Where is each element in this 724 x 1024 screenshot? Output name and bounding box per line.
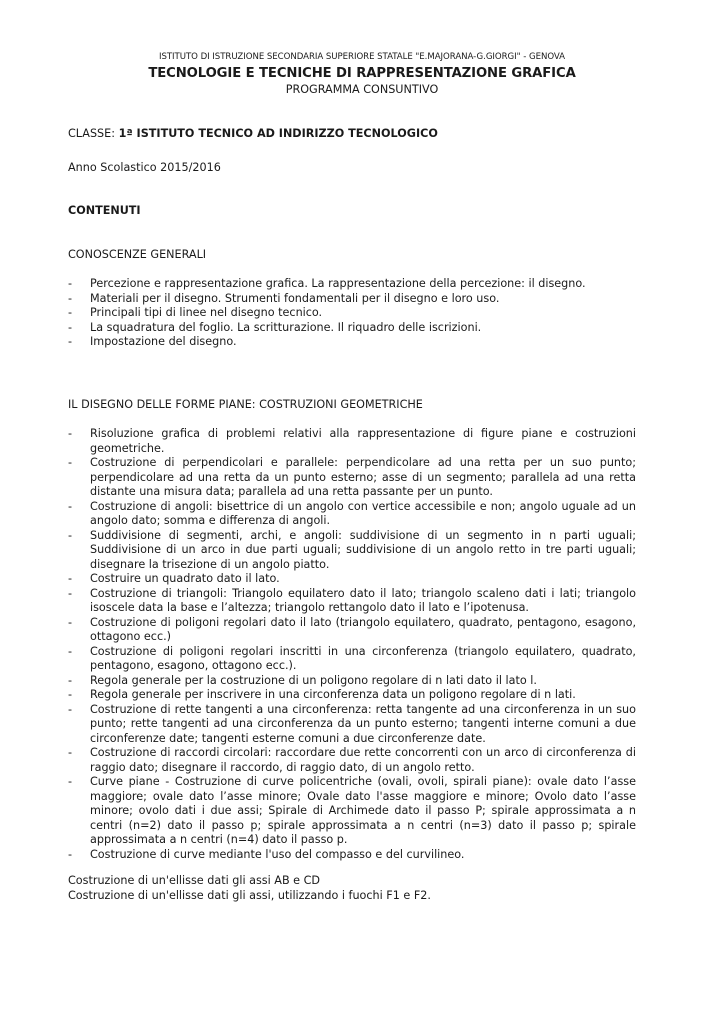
classe-line — [68, 127, 438, 140]
list-item: - Regola generale per la costruzione di un poligono regolare di n lati dato il lato l. — [68, 673, 537, 687]
subject-title: TECNOLOGIE E TECNICHE DI RAPPRESENTAZIONE GRAFICA — [148, 66, 576, 81]
ellisse-line-2: Costruzione di un'ellisse dati gli assi, utilizzando i fuochi F1 e F2. — [68, 889, 431, 902]
list-item: - Costruzione di triangoli: Triangolo equilatero dato il lato; triangolo scaleno dati i lati; triangolo isoscele data la base e l’altezza; triangolo rettangolo dato il lato e l’ipotenusa. — [68, 586, 636, 614]
classe-label: CLASSE: — [68, 127, 115, 140]
program-title: PROGRAMMA CONSUNTIVO — [285, 83, 439, 96]
contenuti-heading: CONTENUTI — [68, 204, 141, 217]
list-item: - Impostazione del disegno. — [68, 335, 237, 348]
list-item: - Suddivisione di segmenti, archi, e angoli: suddivisione di un segmento in n parti uguali; Suddivisione di un arco in due parti uguali; suddivisione di un angolo retto in tre parti uguali; disegnare la trisezione di un angolo piatto. — [68, 528, 636, 571]
list-item: - Percezione e rappresentazione grafica. La rappresentazione della percezione: il disegno. — [68, 277, 586, 290]
list-item: - Costruzione di perpendicolari e parallele: perpendicolare ad una retta per un suo punto; perpendicolare ad una retta da un punto esterno; asse di un segmento; parallela ad una retta distante una misura data; parallela ad una retta passante per un punto. — [68, 456, 636, 498]
list-item: - Regola generale per inscrivere in una circonferenza data un poligono regolare di n lati. — [68, 688, 576, 701]
list-item: - Costruzione di poligoni regolari dato il lato (triangolo equilatero, quadrato, pentagono, esagono, ottagono ecc.) — [68, 615, 636, 643]
list-item: - Costruzione di rette tangenti a una circonferenza: retta tangente ad una circonferenza in un suo punto; rette tangenti ad una circonferenza da un punto esterno; tangenti interne comuni a due circonferenze date; tangenti esterne comuni a due circonferenze date. — [68, 702, 636, 745]
list-item: - Materiali per il disegno. Strumenti fondamentali per il disegno e loro uso. — [68, 291, 500, 305]
anno-scolastico: Anno Scolastico 2015/2016 — [68, 161, 221, 174]
school-name: ISTITUTO DI ISTRUZIONE SECONDARIA SUPERIORE STATALE "E.MAJORANA-G.GIORGI" - GENOVA — [158, 52, 566, 62]
section-title-forme-piane: IL DISEGNO DELLE FORME PIANE: COSTRUZIONI GEOMETRICHE — [68, 398, 423, 411]
list-item: - Curve piane - Costruzione di curve policentriche (ovali, ovoli, spirali piane): ovale dato l’asse maggiore; ovale dato l’asse minore; Ovale dato l'asse maggiore e minore; Ovolo dato l’asse minore; ovolo dati i due assi; Spirale di Archimede dato il passo P; spirale approssimata a n centri (n=2) dato il passo p; spirale approssimata a n centri (n=3) dato il passo p; spirale approssimata a n centri (n=4) dato il passo p. — [68, 775, 636, 846]
costruzioni-list — [68, 427, 636, 862]
classe-value: 1ª ISTITUTO TECNICO AD INDIRIZZO TECNOLOGICO — [118, 127, 438, 140]
list-item: - Costruzione di angoli: bisettrice di un angolo con vertice accessibile e non; angolo uguale ad un angolo dato; somma e differenza di angoli. — [68, 499, 636, 527]
list-item: - Costruire un quadrato dato il lato. — [68, 572, 280, 585]
list-item: - Risoluzione grafica di problemi relativi alla rappresentazione di figure piane e costruzioni geometriche. — [68, 427, 636, 455]
ellisse-line-1: Costruzione di un'ellisse dati gli assi AB e CD — [68, 874, 321, 887]
section-title-conoscenze: CONOSCENZE GENERALI — [68, 248, 207, 261]
list-item: - Costruzione di poligoni regolari inscritti in una circonferenza (triangolo equilatero, quadrato, pentagono, esagono, ottagono ecc.). — [68, 644, 636, 672]
conoscenze-list — [68, 277, 636, 350]
list-item: - Principali tipi di linee nel disegno tecnico. — [68, 306, 323, 319]
list-item: - Costruzione di raccordi circolari: raccordare due rette concorrenti con un arco di circonferenza di raggio dato; disegnare il raccordo, di raggio dato, di un angolo retto. — [68, 746, 636, 774]
list-item: - La squadratura del foglio. La scritturazione. Il riquadro delle iscrizioni. — [68, 320, 482, 334]
list-item: - Costruzione di curve mediante l'uso del compasso e del curvilineo. — [68, 847, 465, 861]
